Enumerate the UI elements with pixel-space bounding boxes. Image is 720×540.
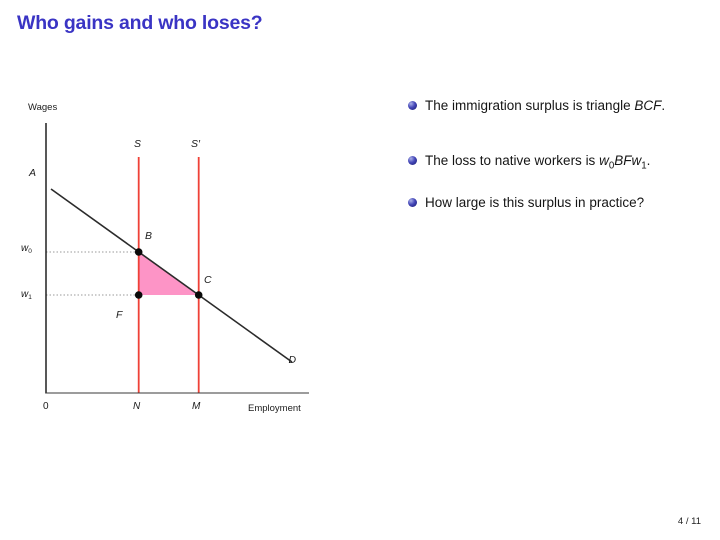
point-c-label: C [204, 274, 212, 286]
point-f-label: F [116, 309, 123, 321]
point-b-label: B [145, 230, 153, 242]
point-c-dot [195, 291, 203, 299]
ball-bullet-icon [408, 101, 417, 110]
ball-bullet-icon [408, 198, 417, 207]
point-b-dot [135, 248, 143, 256]
x-axis-label: Employment [248, 403, 301, 414]
origin-label: 0 [43, 401, 49, 412]
point-f-dot [135, 291, 143, 299]
ball-bullet-icon [408, 156, 417, 165]
supply-shifted-label: S′ [191, 138, 200, 150]
page-number: 4 / 11 [677, 516, 701, 527]
demand-label: D [288, 354, 297, 366]
tick-m-label: M [192, 401, 201, 412]
bullet-text: The immigration surplus is triangle BCF. [425, 98, 666, 113]
bullet-text: The loss to native workers is $w_0BFw_1$. [425, 153, 651, 172]
wage-w0-label: $w_0$ [21, 243, 32, 255]
supply-label: S [134, 138, 142, 150]
figure-canvas [20, 93, 320, 428]
y-axis-label: Wages [28, 102, 58, 113]
slide-title: Who gains and who loses? [17, 12, 263, 34]
wage-w1-label: $w_1$ [21, 289, 32, 301]
bullet-item-practice-question [408, 194, 644, 211]
labor-market-figure [20, 93, 320, 428]
bullet-text: How large is this surplus in practice? [425, 195, 645, 210]
demand-line [51, 189, 292, 362]
tick-n-label: N [133, 401, 141, 412]
bullet-item-surplus [408, 97, 665, 114]
point-a-label: A [29, 167, 37, 179]
bullet-item-native-loss [408, 152, 650, 175]
